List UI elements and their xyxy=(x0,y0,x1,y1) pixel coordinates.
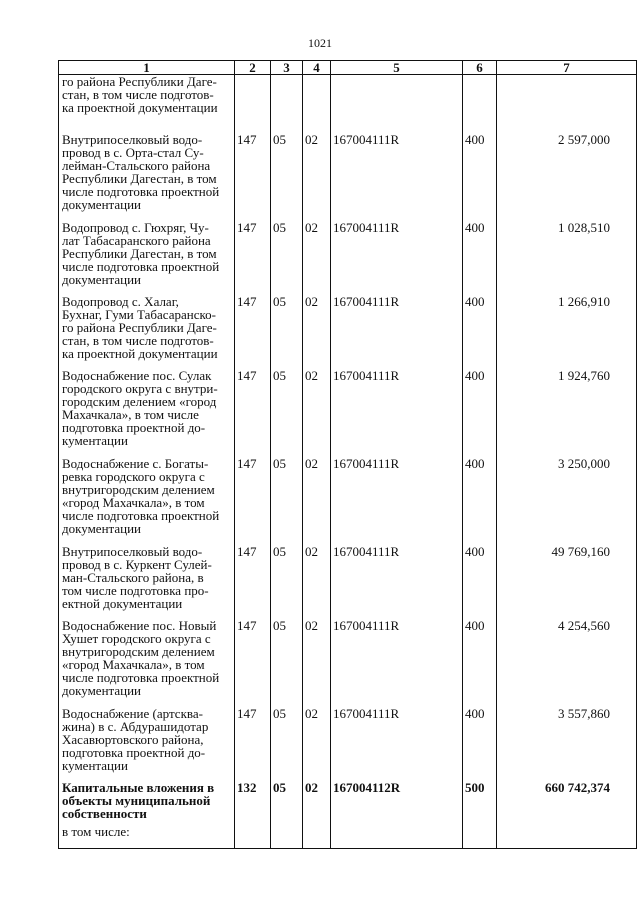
row-col5-cell xyxy=(331,221,463,295)
row-col4-cell xyxy=(303,221,331,295)
row-col5-cell xyxy=(331,133,463,221)
table-row xyxy=(59,457,637,545)
row-amount-cell xyxy=(497,295,637,369)
row-col5-cell xyxy=(331,707,463,781)
row-amount-cell xyxy=(497,825,637,849)
table-row xyxy=(59,825,637,849)
row-col6-cell xyxy=(463,369,497,457)
row-col5-text: 167004111R xyxy=(333,705,400,721)
row-col4-cell xyxy=(303,707,331,781)
row-col6-cell xyxy=(463,707,497,781)
row-col3-cell xyxy=(271,369,303,457)
row-amount-text: 4 254,560 xyxy=(558,617,610,633)
row-col2-cell xyxy=(235,825,271,849)
row-col6-cell xyxy=(463,825,497,849)
row-amount-text: 3 557,860 xyxy=(558,705,610,721)
row-name-cell xyxy=(59,707,235,781)
row-amount-text: 660 742,374 xyxy=(545,779,610,795)
row-col3-cell xyxy=(271,825,303,849)
row-name-cell xyxy=(59,457,235,545)
header-col-7: 7 xyxy=(497,61,637,75)
row-col3-text: 05 xyxy=(273,219,286,235)
row-amount-text: 2 597,000 xyxy=(558,131,610,147)
row-col5-text: 167004112R xyxy=(333,779,401,795)
row-col3-cell xyxy=(271,545,303,619)
row-col3-cell xyxy=(271,781,303,825)
table-row xyxy=(59,221,637,295)
row-col4-cell xyxy=(303,75,331,133)
row-col2-text: 147 xyxy=(237,367,257,383)
row-col6-text: 400 xyxy=(465,617,485,633)
row-amount-cell xyxy=(497,369,637,457)
row-amount-cell xyxy=(497,75,637,133)
table-row xyxy=(59,369,637,457)
row-col5-text: 167004111R xyxy=(333,543,400,559)
row-col6-text: 500 xyxy=(465,779,485,795)
row-col5-text: 167004111R xyxy=(333,367,400,383)
header-col-5: 5 xyxy=(331,61,463,75)
header-col-1: 1 xyxy=(59,61,235,75)
row-col2-text: 147 xyxy=(237,131,257,147)
table-row xyxy=(59,133,637,221)
row-col4-text: 02 xyxy=(305,705,318,721)
row-col4-cell xyxy=(303,133,331,221)
row-col3-text: 05 xyxy=(273,131,286,147)
row-name-text: Водопровод с. Халаг, Бухнаг, Гуми Табасаранско- го района Республики Даге- стан, в том числе подготов- ка проектной документации xyxy=(62,293,218,361)
row-col3-text: 05 xyxy=(273,293,286,309)
row-col2-text: 132 xyxy=(237,779,257,795)
row-amount-text: 1 028,510 xyxy=(558,219,610,235)
row-col4-text: 02 xyxy=(305,779,318,795)
table-row xyxy=(59,75,637,133)
row-amount-cell xyxy=(497,619,637,707)
row-col4-text: 02 xyxy=(305,543,318,559)
row-col5-text: 167004111R xyxy=(333,293,400,309)
row-name-text: Водоснабжение (артсква- жина) в с. Абдурашидотар Хасавюртовского района, подготовка проектной до- кументации xyxy=(62,705,209,773)
row-col6-text: 400 xyxy=(465,455,485,471)
row-col3-text: 05 xyxy=(273,779,286,795)
row-col6-text: 400 xyxy=(465,543,485,559)
row-col2-cell xyxy=(235,619,271,707)
row-col2-text: 147 xyxy=(237,705,257,721)
row-col2-cell xyxy=(235,369,271,457)
table-row xyxy=(59,545,637,619)
header-row xyxy=(59,61,637,75)
row-col4-cell xyxy=(303,825,331,849)
row-name-text: Внутрипоселковый водо- провод в с. Орта-стал Су- лейман-Стальского района Республики Дагестан, в том числе подготовка проектной документации xyxy=(62,131,220,212)
row-name-cell xyxy=(59,781,235,825)
row-col3-text: 05 xyxy=(273,455,286,471)
row-amount-cell xyxy=(497,221,637,295)
row-amount-cell xyxy=(497,133,637,221)
row-col5-text: 167004111R xyxy=(333,131,400,147)
table-row xyxy=(59,295,637,369)
row-col3-cell xyxy=(271,75,303,133)
row-col4-text: 02 xyxy=(305,617,318,633)
row-name-cell xyxy=(59,369,235,457)
row-col5-text: 167004111R xyxy=(333,617,400,633)
row-name-text: Капитальные вложения в объекты муниципальной собственности xyxy=(62,779,215,821)
row-amount-cell xyxy=(497,457,637,545)
row-name-cell xyxy=(59,133,235,221)
row-amount-cell xyxy=(497,545,637,619)
row-name-cell xyxy=(59,75,235,133)
row-col3-cell xyxy=(271,221,303,295)
row-name-cell xyxy=(59,825,235,849)
row-col3-text: 05 xyxy=(273,617,286,633)
row-col6-cell xyxy=(463,545,497,619)
row-col4-cell xyxy=(303,619,331,707)
row-col4-text: 02 xyxy=(305,131,318,147)
row-col4-text: 02 xyxy=(305,367,318,383)
row-col6-text: 400 xyxy=(465,131,485,147)
row-col2-cell xyxy=(235,457,271,545)
row-col5-text: 167004111R xyxy=(333,455,400,471)
row-amount-text: 49 769,160 xyxy=(551,543,610,559)
row-col3-cell xyxy=(271,619,303,707)
row-name-text: Водоснабжение с. Богаты- ревка городского округа с внутригородским делением «город Махачкала», в том числе подготовка проектной документации xyxy=(62,455,220,536)
row-col4-cell xyxy=(303,781,331,825)
row-col6-cell xyxy=(463,133,497,221)
row-col2-cell xyxy=(235,75,271,133)
budget-table xyxy=(58,60,637,849)
row-col6-cell xyxy=(463,221,497,295)
row-col2-text: 147 xyxy=(237,219,257,235)
table-row xyxy=(59,707,637,781)
row-col4-text: 02 xyxy=(305,455,318,471)
row-amount-text: 3 250,000 xyxy=(558,455,610,471)
row-name-cell xyxy=(59,221,235,295)
row-col6-text: 400 xyxy=(465,367,485,383)
row-col4-text: 02 xyxy=(305,293,318,309)
row-col6-cell xyxy=(463,457,497,545)
row-col5-cell xyxy=(331,619,463,707)
row-name-text: в том числе: xyxy=(62,823,130,839)
row-col3-cell xyxy=(271,295,303,369)
row-col4-cell xyxy=(303,545,331,619)
row-name-cell xyxy=(59,545,235,619)
row-name-text: Водоснабжение пос. Новый Хушет городского округа с внутригородским делением «город Махачкала», в том числе подготовка проектной документации xyxy=(62,617,220,698)
row-col3-text: 05 xyxy=(273,705,286,721)
row-name-text: Водоснабжение пос. Сулак городского округа с внутри- городским делением «город Махачкала», в том числе подготовка проектной до- кументации xyxy=(62,367,218,448)
row-col6-text: 400 xyxy=(465,705,485,721)
row-col6-cell xyxy=(463,619,497,707)
header-col-4: 4 xyxy=(303,61,331,75)
row-col2-text: 147 xyxy=(237,293,257,309)
row-col3-cell xyxy=(271,707,303,781)
header-col-3: 3 xyxy=(271,61,303,75)
row-col2-cell xyxy=(235,707,271,781)
header-col-2: 2 xyxy=(235,61,271,75)
table-row xyxy=(59,619,637,707)
row-col5-cell xyxy=(331,781,463,825)
table-row xyxy=(59,781,637,825)
row-col2-text: 147 xyxy=(237,543,257,559)
row-col5-cell xyxy=(331,545,463,619)
row-amount-cell xyxy=(497,781,637,825)
row-name-cell xyxy=(59,619,235,707)
row-name-text: Водопровод с. Гюхряг, Чу- лат Табасаранского района Республики Дагестан, в том числе подготовка проектной документации xyxy=(62,219,220,287)
row-col2-cell xyxy=(235,295,271,369)
row-col2-cell xyxy=(235,133,271,221)
row-col6-text: 400 xyxy=(465,293,485,309)
row-col6-cell xyxy=(463,75,497,133)
header-col-6: 6 xyxy=(463,61,497,75)
row-col4-cell xyxy=(303,457,331,545)
row-col5-cell xyxy=(331,75,463,133)
row-col5-cell xyxy=(331,369,463,457)
row-col3-cell xyxy=(271,133,303,221)
row-col3-text: 05 xyxy=(273,367,286,383)
row-col6-cell xyxy=(463,295,497,369)
row-col6-cell xyxy=(463,781,497,825)
row-col4-cell xyxy=(303,369,331,457)
row-col5-text: 167004111R xyxy=(333,219,400,235)
row-col4-text: 02 xyxy=(305,219,318,235)
page-number: 1021 xyxy=(308,36,332,50)
row-col2-cell xyxy=(235,781,271,825)
table-body xyxy=(59,75,637,849)
row-col6-text: 400 xyxy=(465,219,485,235)
row-name-text: го района Республики Даге- стан, в том числе подготов- ка проектной документации xyxy=(62,74,218,115)
row-col3-cell xyxy=(271,457,303,545)
row-name-text: Внутрипоселковый водо- провод в с. Куркент Сулей- ман-Стальского района, в том числе подготовка про- ектной документации xyxy=(62,543,212,611)
row-col4-cell xyxy=(303,295,331,369)
row-col2-text: 147 xyxy=(237,455,257,471)
row-amount-text: 1 924,760 xyxy=(558,367,610,383)
row-col2-cell xyxy=(235,221,271,295)
row-col5-cell xyxy=(331,825,463,849)
row-amount-cell xyxy=(497,707,637,781)
row-amount-text: 1 266,910 xyxy=(558,293,610,309)
row-name-cell xyxy=(59,295,235,369)
row-col2-text: 147 xyxy=(237,617,257,633)
row-col2-cell xyxy=(235,545,271,619)
row-col3-text: 05 xyxy=(273,543,286,559)
row-col5-cell xyxy=(331,295,463,369)
row-col5-cell xyxy=(331,457,463,545)
